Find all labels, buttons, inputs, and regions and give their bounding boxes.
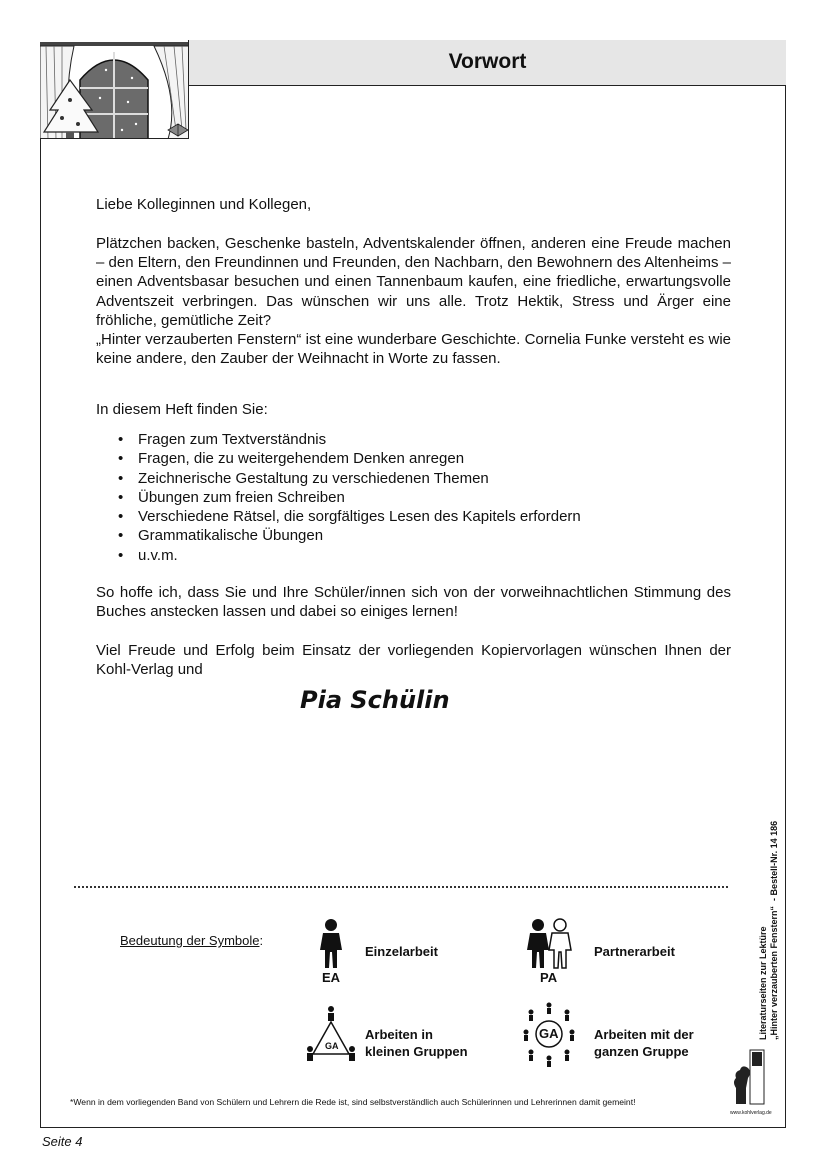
side-caption xyxy=(758,780,780,1040)
list-item: • Fragen zum Textverständnis xyxy=(118,430,581,449)
side-caption-line1: Literaturseiten zur Lektüre xyxy=(758,926,768,1040)
einzelarbeit-label: Einzelarbeit xyxy=(365,944,438,959)
content-list xyxy=(118,430,581,565)
advent-window-icon xyxy=(40,40,189,139)
side-caption-line2: „Hinter verzauberten Fenstern“ - Bestell-Nr. 14 186 xyxy=(769,820,779,1040)
list-item: • Zeichnerische Gestaltung zu verschiedenen Themen xyxy=(118,469,581,488)
publisher-url: www.kohlverlag.de xyxy=(730,1110,772,1116)
publisher-logo xyxy=(730,1048,770,1116)
legend-title: Bedeutung der Symbole: xyxy=(120,933,264,948)
gruppe-label-1: Arbeiten in xyxy=(365,1027,433,1042)
gruppe-code: GA xyxy=(325,1041,339,1051)
gruppe-label-2: kleinen Gruppen xyxy=(365,1044,468,1059)
page-number: Seite 4 xyxy=(42,1134,83,1149)
page-title: Vorwort xyxy=(448,50,527,73)
ganze-gruppe-code: GA xyxy=(539,1026,559,1041)
paragraph-intro: Plätzchen backen, Geschenke basteln, Adventskalender öffnen, anderen eine Freude machen – den Eltern, den Freundinnen und Freunden, den Nachbarn, den Bewohnern des Altenheims – einen Adventsbasar besuchen und einen Tannenbaum kaufen, eine friedliche, erwartungsvolle Adventszeit verbringen. Das wünschen wir uns alle. Trotz Hektik, Stress und Ärger eine fröhliche, gemütliche Zeit? xyxy=(96,235,731,329)
paragraph-story: „Hinter verzauberten Fenstern“ ist eine wunderbare Geschichte. Cornelia Funke versteht es wie keine andere, den Zauber der Weihnacht in Worte zu fassen. xyxy=(96,331,731,368)
ganze-gruppe-label-1: Arbeiten mit der xyxy=(594,1027,694,1042)
signature: Pia Schülin xyxy=(300,686,450,714)
paragraph-hope: So hoffe ich, dass Sie und Ihre Schüler/innen sich von der vorweihnachtlichen Stimmung des Buches anstecken lassen und dabei so einiges lernen! xyxy=(96,584,731,621)
list-item: • Fragen, die zu weitergehendem Denken anregen xyxy=(118,449,581,468)
order-number: - Bestell-Nr. 14 186 xyxy=(769,820,779,901)
two-persons-icon xyxy=(526,918,572,970)
single-person-icon xyxy=(318,918,344,970)
list-item: • Grammatikalische Übungen xyxy=(118,526,581,545)
footnote: *Wenn in dem vorliegenden Band von Schülern und Lehrern die Rede ist, sind selbstverständlich auch Schülerinnen und Lehrerinnen damit gemeint! xyxy=(70,1097,636,1107)
list-item: • Übungen zum freien Schreiben xyxy=(118,488,581,507)
window-illustration xyxy=(40,40,189,139)
tree-logo-icon xyxy=(730,1048,770,1106)
paragraph-closing: Viel Freude und Erfolg beim Einsatz der vorliegenden Kopiervorlagen wünschen Ihnen der Kohl-Verlag und xyxy=(96,642,731,679)
title-bar xyxy=(189,40,786,86)
small-group-icon xyxy=(305,1004,357,1064)
list-item: • u.v.m. xyxy=(118,546,581,565)
list-intro: In diesem Heft finden Sie: xyxy=(96,401,268,418)
list-item: • Verschiedene Rätsel, die sorgfältiges Lesen des Kapitels erfordern xyxy=(118,507,581,526)
partnerarbeit-code: PA xyxy=(540,970,558,985)
greeting: Liebe Kolleginnen und Kollegen, xyxy=(96,196,312,213)
ganze-gruppe-label-2: ganzen Gruppe xyxy=(594,1044,689,1059)
einzelarbeit-code: EA xyxy=(322,970,341,985)
dotted-divider xyxy=(74,886,728,888)
partnerarbeit-label: Partnerarbeit xyxy=(594,944,675,959)
